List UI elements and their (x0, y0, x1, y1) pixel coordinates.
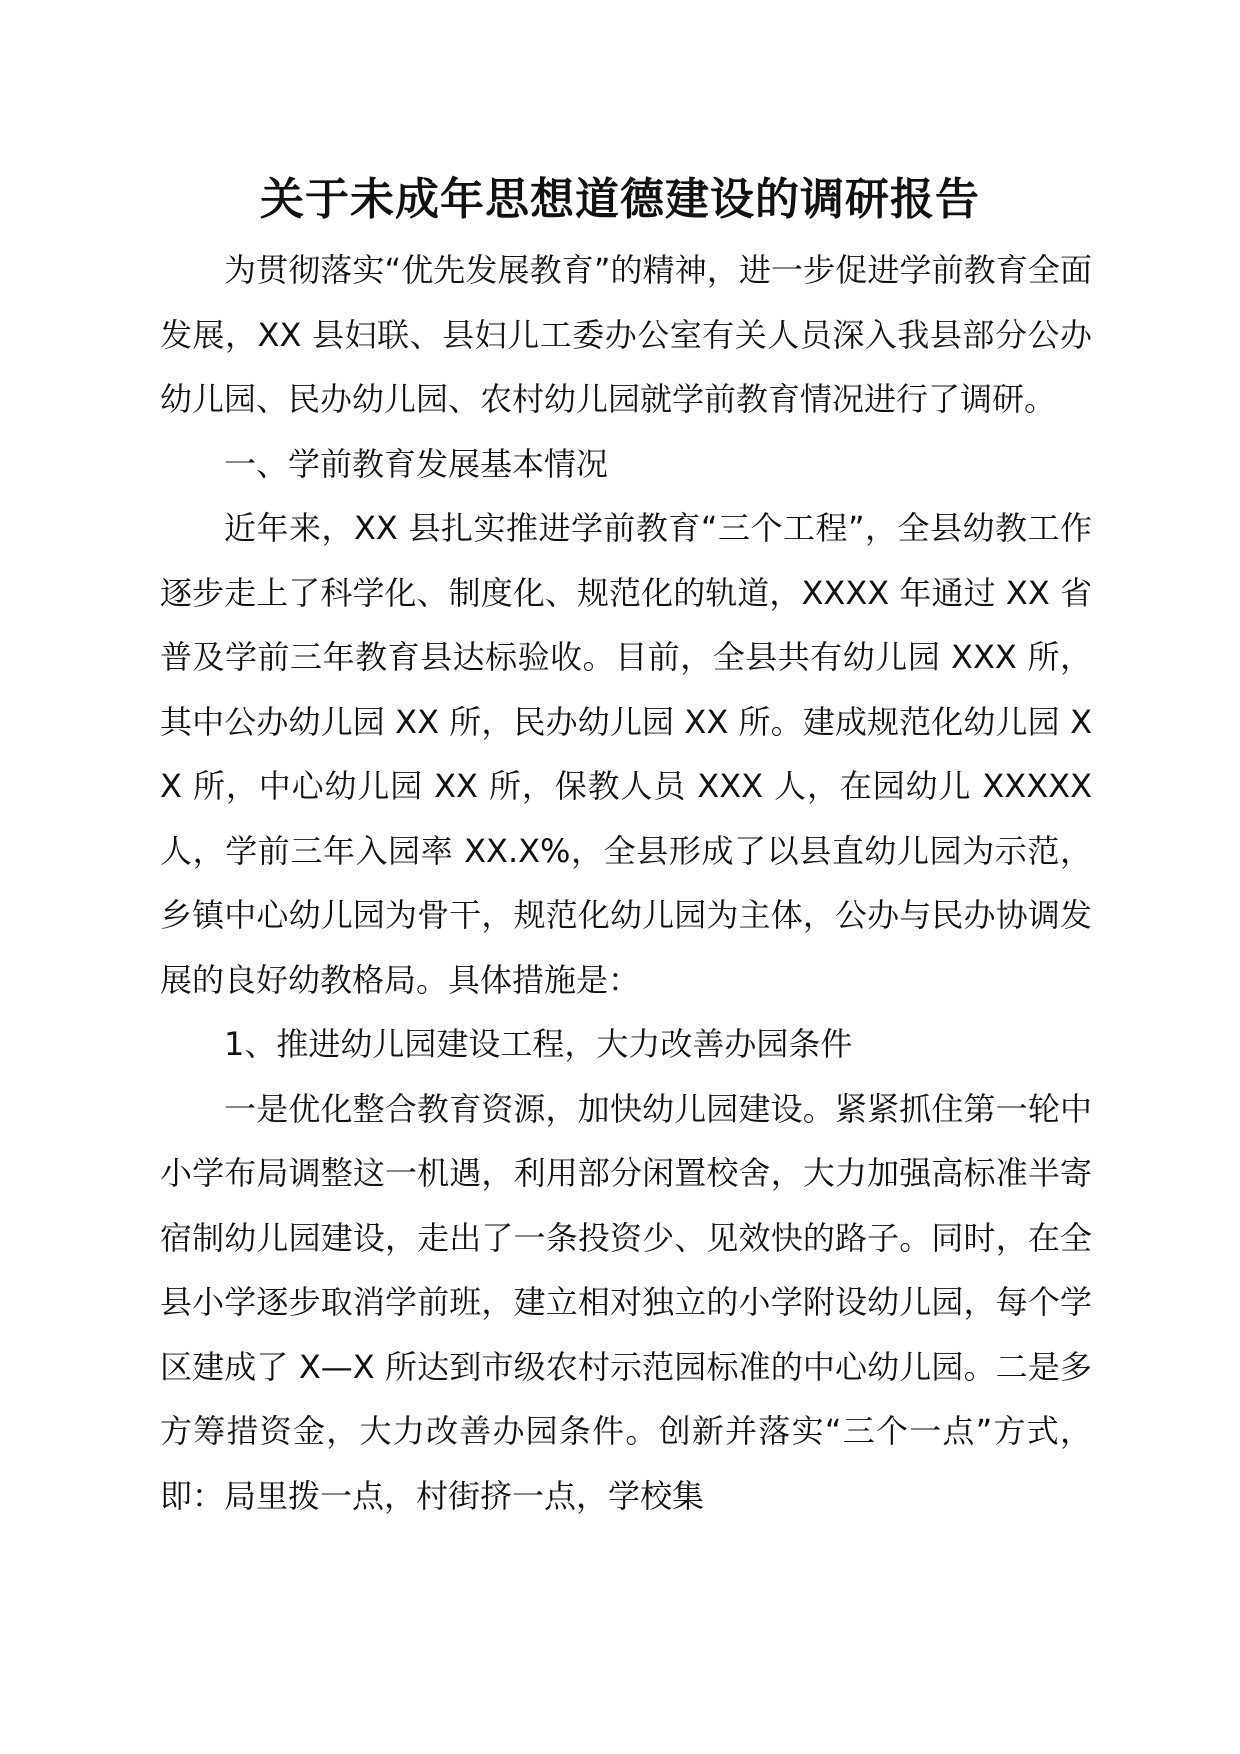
subsection-heading-1: 1、推进幼儿园建设工程，大力改善办园条件 (224, 1025, 853, 1063)
document-title: 关于未成年思想道德建设的调研报告 (260, 174, 980, 225)
section-heading-1: 一、学前教育发展基本情况 (224, 444, 609, 483)
paragraph-intro: 为贯彻落实“优先发展教育”的精神，进一步促进学前教育全面发展，XX 县妇联、县妇儿工委办公室有关人员深入我县部分公办幼儿园、民办幼儿园、农村幼儿园就学前教育情况进行了调研。 (160, 251, 1092, 418)
paragraph-overview: 近年来，XX 县扎实推进学前教育“三个工程”，全县幼教工作逐步走上了科学化、制度化、规范化的轨道，XXXX 年通过 XX 省普及学前三年教育县达标验收。目前，全县共有幼儿园 XXX 所，其中公办幼儿园 XX 所，民办幼儿园 XX 所。建成规范化幼儿园 XX 所，中心幼儿园 XX 所，保教人员 XXX 人，在园幼儿 XXXXX 人，学前三年入园率 XX.X%，全县形成了以县直幼儿园为示范，乡镇中心幼儿园为骨干，规范化幼儿园为主体，公办与民办协调发展的良好幼教格局。具体措施是： (160, 509, 1092, 999)
paragraph-measures: 一是优化整合教育资源，加快幼儿园建设。紧紧抓住第一轮中小学布局调整这一机遇，利用部分闲置校舍，大力加强高标准半寄宿制幼儿园建设，走出了一条投资少、见效快的路子。同时，在全县小学逐步取消学前班，建立相对独立的小学附设幼儿园，每个学区建成了 X—X 所达到市级农村示范园标准的中心幼儿园。二是多方筹措资金，大力改善办园条件。创新并落实“三个一点”方式，即：局里拨一点，村街挤一点，学校集 (160, 1089, 1092, 1515)
document-body (160, 238, 1092, 1528)
